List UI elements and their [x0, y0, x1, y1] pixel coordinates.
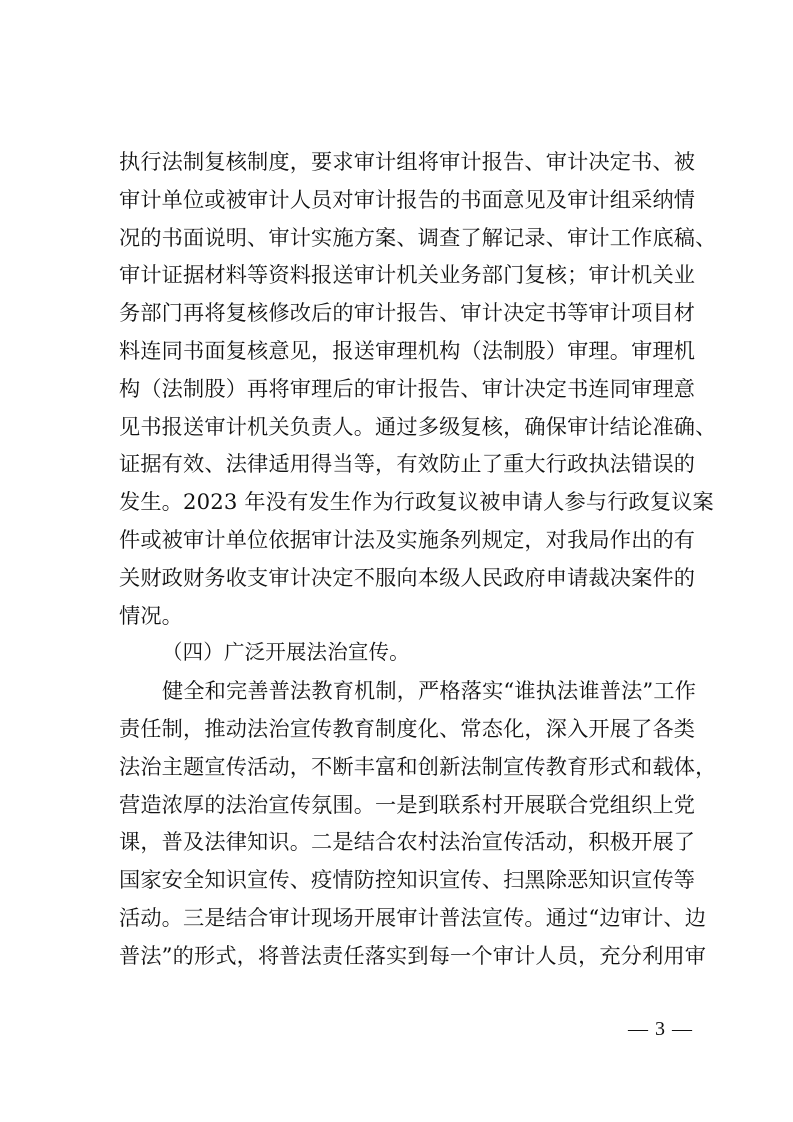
paragraph-line: 情况。 — [119, 602, 184, 628]
paragraph-line: 料连同书面复核意见，报送审理机构（法制股）审理。审理机 — [119, 337, 696, 363]
paragraph-line: 健全和完善普法教育机制，严格落实“谁执法谁普法”工作 — [162, 678, 697, 704]
paragraph-line: 见书报送审计机关负责人。通过多级复核，确保审计结论准确、 — [119, 413, 717, 439]
paragraph-line: 发生。2023 年没有发生作为行政复议被申请人参与行政复议案 — [119, 489, 714, 515]
paragraph-line: 件或被审计单位依据审计法及实施条列规定，对我局作出的有 — [119, 526, 696, 552]
paragraph-line: 证据有效、法律适用得当等，有效防止了重大行政执法错误的 — [119, 451, 696, 477]
paragraph-line: 法治主题宣传活动，不断丰富和创新法制宣传教育形式和载体， — [119, 753, 717, 779]
page-number: — 3 — — [628, 1018, 693, 1040]
paragraph-line: 构（法制股）再将审理后的审计报告、审计决定书连同审理意 — [119, 375, 696, 401]
section-heading: （四）广泛开展法治宣传。 — [162, 640, 410, 665]
paragraph-line: 营造浓厚的法治宣传氛围。一是到联系村开展联合党组织上党 — [119, 791, 696, 817]
document-body — [119, 143, 717, 975]
paragraph-line: 普法”的形式，将普法责任落实到每一个审计人员，充分利用审 — [119, 942, 707, 968]
paragraph-line: 国家安全知识宣传、疫情防控知识宣传、扫黑除恶知识宣传等 — [119, 867, 696, 893]
paragraph-line: 活动。三是结合审计现场开展审计普法宣传。通过“边审计、边 — [119, 904, 707, 930]
paragraph-line: 责任制，推动法治宣传教育制度化、常态化，深入开展了各类 — [119, 715, 696, 741]
paragraph-line: 务部门再将复核修改后的审计报告、审计决定书等审计项目材 — [119, 300, 696, 326]
paragraph-line: 关财政财务收支审计决定不服向本级人民政府申请裁决案件的 — [119, 564, 696, 590]
paragraph-line: 况的书面说明、审计实施方案、调查了解记录、审计工作底稿、 — [119, 224, 717, 250]
paragraph-line: 执行法制复核制度，要求审计组将审计报告、审计决定书、被 — [119, 149, 696, 174]
paragraph-line: 审计证据材料等资料报送审计机关业务部门复核；审计机关业 — [119, 262, 696, 288]
paragraph-line: 课，普及法律知识。二是结合农村法治宣传活动，积极开展了 — [119, 829, 696, 855]
paragraph-line: 审计单位或被审计人员对审计报告的书面意见及审计组采纳情 — [119, 186, 696, 212]
